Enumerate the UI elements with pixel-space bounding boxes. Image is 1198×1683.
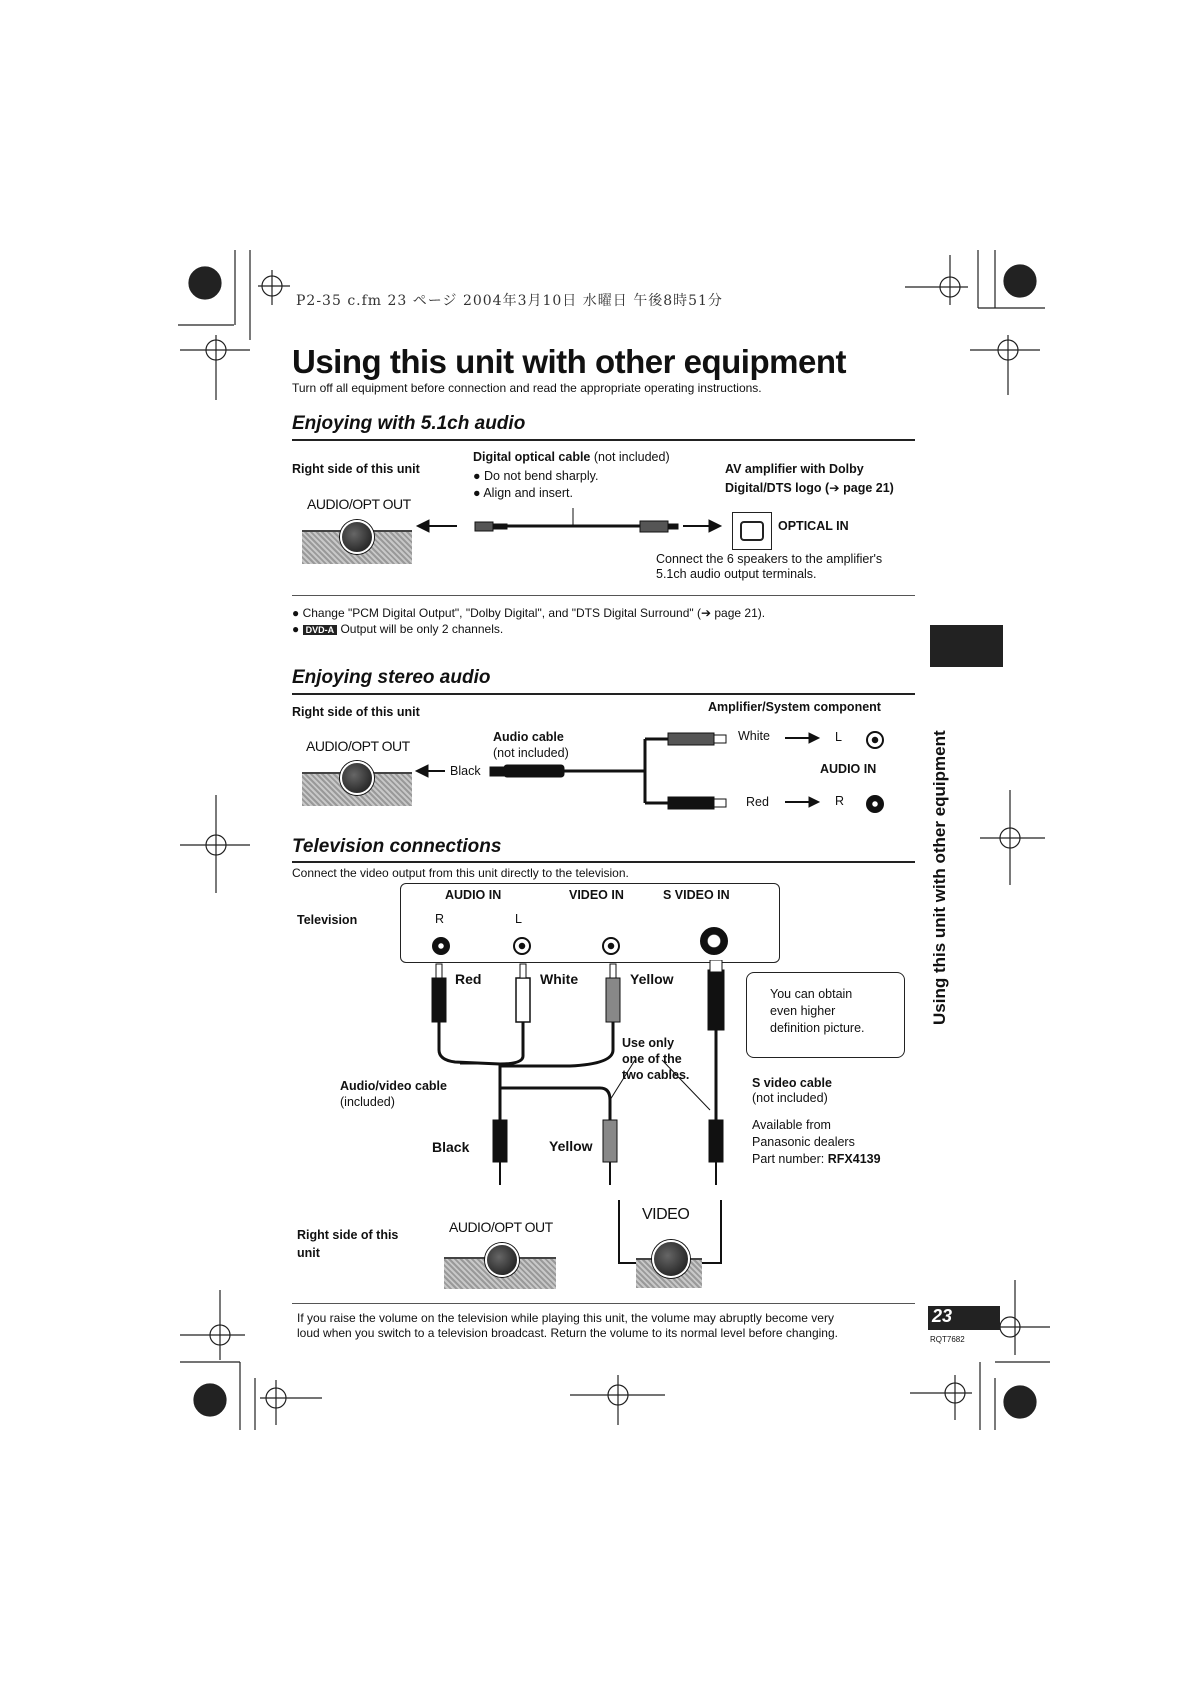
side-tab-text: Using this unit with other equipment (930, 730, 949, 1025)
note-item: ● DVD-A Output will be only 2 channels. (292, 622, 504, 636)
black-plug-label: Black (432, 1139, 470, 1155)
connect-note-line: Connect the 6 speakers to the amplifier's (656, 552, 883, 566)
av-cable-diagram (420, 960, 740, 1200)
audio-opt-out-label: AUDIO/OPT OUT (306, 738, 410, 754)
audio-in-label: AUDIO IN (820, 762, 877, 776)
audio-cable-title: Audio cable (493, 730, 564, 744)
r-jack-icon (866, 795, 884, 813)
white-plug-label: White (738, 729, 770, 743)
note-item: ● Change "PCM Digital Output", "Dolby Digital", and "DTS Digital Surround" (➔ page 21). (292, 606, 766, 620)
use-only-note: two cables. (622, 1068, 690, 1082)
optical-cable-diagram (415, 500, 725, 550)
part-number: RFX4139 (827, 1152, 881, 1166)
footer-warning: loud when you switch to a television broadcast. Return the volume to its normal level before changing. (297, 1326, 838, 1340)
side-tab-block (930, 625, 1003, 667)
use-only-note: one of the (622, 1052, 682, 1066)
tv-audio-in-label: AUDIO IN (445, 888, 502, 902)
tv-s-video-in-label: S VIDEO IN (663, 888, 730, 902)
section-rule (292, 693, 915, 695)
l-channel-label: L (835, 730, 842, 744)
section-rule (292, 439, 915, 441)
video-port-icon (652, 1240, 690, 1278)
optical-cable-note: (not included) (593, 450, 670, 464)
footer-warning: If you raise the volume on the television while playing this unit, the volume may abruptly become very (297, 1311, 834, 1325)
s-video-cable-label: S video cable (752, 1076, 832, 1090)
right-side-label: Right side of this (297, 1228, 399, 1242)
audio-port-icon (485, 1243, 519, 1277)
page-title: Using this unit with other equipment (292, 343, 846, 380)
white-plug-label: White (540, 971, 579, 987)
yellow-plug-label: Yellow (630, 971, 674, 987)
optical-port-icon (340, 520, 374, 554)
note-text: Output will be only 2 channels. (340, 622, 504, 636)
red-plug-label: Red (455, 971, 482, 987)
audio-port-icon (340, 761, 374, 795)
optical-in-label: OPTICAL IN (778, 519, 849, 533)
tv-l-jack-icon (513, 937, 531, 955)
available-text: Available from (752, 1118, 831, 1132)
section-heading-tv: Television connections (292, 836, 502, 857)
av-cable-label: Audio/video cable (340, 1079, 447, 1093)
connect-note-line: 5.1ch audio output terminals. (656, 567, 817, 581)
video-port-label: VIDEO (642, 1206, 690, 1223)
tv-r-label: R (435, 912, 445, 926)
section-rule (292, 861, 915, 863)
tv-r-jack-icon (432, 937, 450, 955)
right-side-label: unit (297, 1246, 320, 1260)
audio-opt-out-label: AUDIO/OPT OUT (449, 1219, 553, 1235)
page-subtitle: Turn off all equipment before connection and read the appropriate operating instructions. (292, 381, 762, 395)
callout-text: definition picture. (770, 1021, 865, 1035)
file-meta: P2-35 c.fm 23 ページ 2004年3月10日 水曜日 午後8時51分 (296, 293, 723, 309)
tv-l-label: L (515, 912, 522, 926)
audio-opt-out-label: AUDIO/OPT OUT (307, 496, 411, 512)
tv-s-video-jack-icon (700, 927, 728, 955)
bullet-text: Align and insert. (483, 486, 573, 500)
doc-code: RQT7682 (930, 1335, 965, 1344)
bullet-text: Do not bend sharply. (484, 469, 599, 483)
bullet-item: ● Align and insert. (473, 486, 573, 500)
l-jack-icon (866, 731, 884, 749)
dts-logo-label: Digital/DTS logo (➔ page 21) (725, 481, 894, 495)
tv-video-jack-icon (602, 937, 620, 955)
callout-text: even higher (770, 1004, 836, 1018)
right-side-label: Right side of this unit (292, 705, 420, 719)
optical-in-jack-icon (732, 512, 772, 550)
av-cable-note: (included) (340, 1095, 395, 1109)
av-amplifier-label: AV amplifier with Dolby (725, 462, 864, 476)
s-video-cable-note: (not included) (752, 1091, 828, 1105)
footer-divider (292, 1303, 915, 1304)
dvd-a-badge: DVD-A (303, 625, 338, 635)
r-channel-label: R (835, 794, 845, 808)
optical-cable-title: Digital optical cable (473, 450, 591, 464)
red-plug-label: Red (746, 795, 769, 809)
available-text: Panasonic dealers (752, 1135, 855, 1149)
black-plug-label: Black (450, 764, 481, 778)
divider (292, 595, 915, 596)
arrow-icon (783, 730, 823, 810)
section-heading-stereo: Enjoying stereo audio (292, 667, 491, 688)
bullet-item: ● Do not bend sharply. (473, 469, 599, 483)
page-number: 23 (928, 1306, 1000, 1330)
use-only-note: Use only (622, 1036, 675, 1050)
right-side-label: Right side of this unit (292, 462, 420, 476)
tv-video-in-label: VIDEO IN (569, 888, 624, 902)
amplifier-label: Amplifier/System component (708, 700, 881, 714)
part-number-prefix: Part number: (752, 1152, 825, 1166)
audio-cable-note: (not included) (493, 746, 569, 760)
television-label: Television (297, 913, 358, 927)
optical-cable-label (473, 450, 670, 464)
note-text: Change "PCM Digital Output", "Dolby Digital", and "DTS Digital Surround" (➔ page 21). (302, 606, 766, 620)
yellow-plug-label: Yellow (549, 1138, 593, 1154)
part-number-line (752, 1152, 881, 1166)
tv-intro: Connect the video output from this unit directly to the television. (292, 866, 629, 880)
section-heading-51ch: Enjoying with 5.1ch audio (292, 413, 526, 434)
callout-text: You can obtain (770, 987, 853, 1001)
